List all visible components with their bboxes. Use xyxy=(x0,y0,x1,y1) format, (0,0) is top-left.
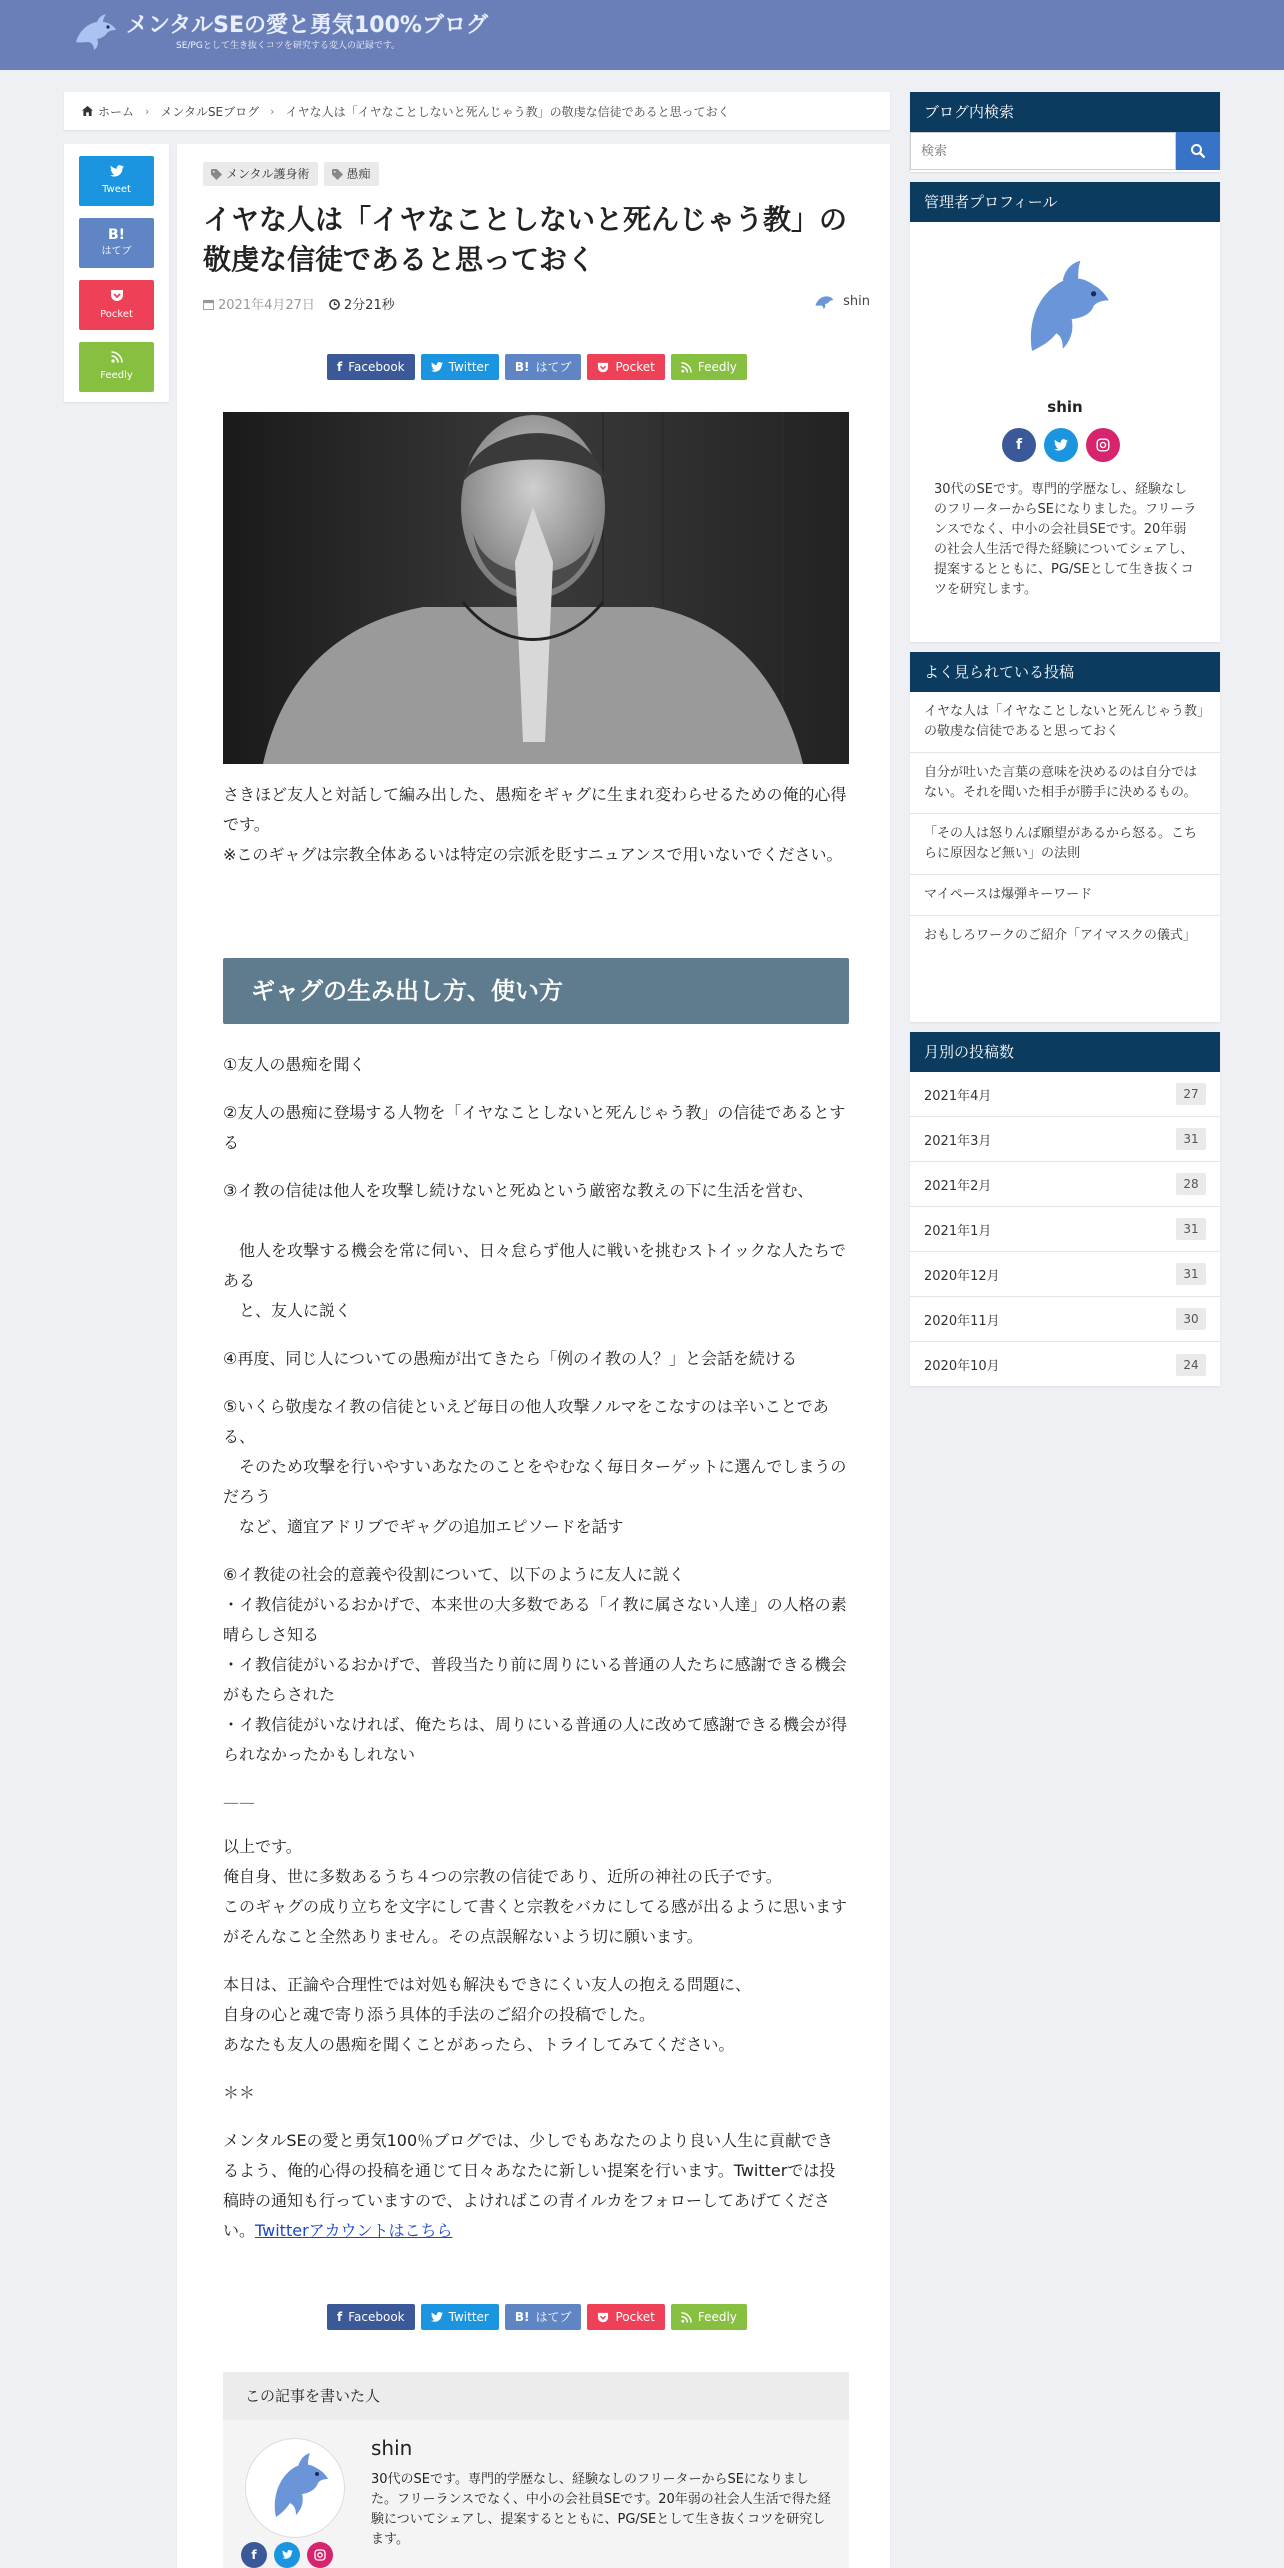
author-social-links xyxy=(241,2542,333,2568)
post-date-text: 2021年4月27日 xyxy=(218,298,315,313)
facebook-icon: f xyxy=(337,2310,343,2324)
read-time-text: 2分21秒 xyxy=(343,298,395,313)
closing-line-2: 俺自身、世に多数あるうち４つの宗教の信徒であり、近所の神社の氏子です。 xyxy=(223,1867,782,1886)
twitter-share-label: Twitter xyxy=(448,360,489,374)
dolphin-avatar-icon xyxy=(1010,252,1120,362)
search-button[interactable] xyxy=(1176,132,1220,170)
popular-post-link[interactable]: 自分が吐いた言葉の意味を決めるのは自分ではない。それを聞いた相手が勝手に決めるもの。 xyxy=(910,753,1220,814)
twitter-icon[interactable] xyxy=(274,2542,300,2568)
hatena-icon: B! xyxy=(514,360,530,374)
feedly-share-button[interactable] xyxy=(671,2304,747,2330)
profile-widget-title: 管理者プロフィール xyxy=(910,182,1220,222)
step-6-point-2: ・イ教信徒がいるおかげで、普段当たり前に周りにいる普通の人たちに感謝できる機会がもたらされた xyxy=(223,1655,847,1704)
tag-link[interactable] xyxy=(203,162,318,186)
archive-widget-title: 月別の投稿数 xyxy=(910,1032,1220,1072)
rss-icon xyxy=(681,2312,692,2323)
step-3: ③イ教の信徒は他人を攻撃し続けないと死ぬという厳密な教えの下に生活を営む、 xyxy=(223,1181,814,1200)
site-title: メンタルSEの愛と勇気100%ブログ xyxy=(126,13,488,38)
archive-month: 2020年12月 xyxy=(924,1268,1000,1284)
archive-count-badge: 28 xyxy=(1176,1173,1206,1195)
rss-icon xyxy=(681,362,692,373)
twitter-share-button[interactable] xyxy=(421,354,499,380)
archive-month: 2020年10月 xyxy=(924,1359,1000,1374)
twitter-icon xyxy=(431,362,443,372)
step-6-point-1: ・イ教信徒がいるおかげで、本来世の大多数である「イ教に属さない人達」の人格の素晴らしさ知る xyxy=(223,1595,847,1644)
pocket-share-label: Pocket xyxy=(615,2310,655,2324)
pocket-share-button[interactable] xyxy=(587,2304,664,2330)
author-description: 30代のSEです。専門的学歴なし、経験なしのフリーターからSEになりました。フリーランスでなく、中小の会社員SEです。20年弱の社会人生活で得た経験についてシェアし、提案するとともに、PG/SEとして生き抜くコツを研究します。 xyxy=(371,2472,831,2547)
twitter-icon[interactable] xyxy=(1044,428,1078,462)
site-subtitle: SE/PGとして生き抜くコツを研究する変人の記録です。 xyxy=(176,41,401,51)
tag-list xyxy=(203,162,379,186)
archive-widget xyxy=(910,1032,1220,1386)
archive-month: 2020年11月 xyxy=(924,1313,1000,1329)
facebook-icon: f xyxy=(337,360,343,374)
author-name: shin xyxy=(371,2436,413,2460)
archive-count-badge: 24 xyxy=(1176,1354,1206,1376)
archive-item[interactable] xyxy=(910,1342,1220,1387)
divider-text: —— xyxy=(223,1793,255,1812)
share-buttons-bottom xyxy=(327,2304,747,2330)
tag-icon xyxy=(211,169,222,180)
step-6: ⑥イ教徒の社会的意義や役割について、以下のように友人に説く xyxy=(223,1565,685,1584)
feedly-share-label: Feedly xyxy=(697,360,737,374)
promo-paragraph xyxy=(223,2126,849,2246)
post-author-name: shin xyxy=(843,293,870,309)
asterisks: ＊＊ xyxy=(223,2083,256,2102)
home-icon xyxy=(82,106,93,116)
twitter-icon xyxy=(79,165,154,181)
pocket-icon xyxy=(79,289,154,306)
tag-icon xyxy=(332,169,343,180)
tag-label: メンタル護身術 xyxy=(226,167,310,181)
step-5: ⑤いくら敬虔なイ教の信徒といえど毎日の他人攻撃ノルマをこなすのは辛いことである、 xyxy=(223,1397,829,1446)
hatena-share-button[interactable] xyxy=(505,354,582,380)
twitter-account-link[interactable]: Twitterアカウントはこちら xyxy=(255,2221,453,2240)
step-1: ①友人の愚痴を聞く xyxy=(223,1055,366,1074)
step-4: ④再度、同じ人についての愚痴が出てきたら「例のイ教の人？」と会話を続ける xyxy=(223,1349,798,1368)
archive-item[interactable] xyxy=(910,1117,1220,1162)
hatena-share-label: はてブ xyxy=(535,2310,572,2324)
pocket-icon xyxy=(597,362,609,373)
feedly-button[interactable] xyxy=(79,342,154,392)
popular-post-link[interactable]: おもしろワークのご紹介「アイマスクの儀式」 xyxy=(924,928,1196,943)
section-heading: ギャグの生み出し方、使い方 xyxy=(223,958,849,1024)
feedly-share-button[interactable] xyxy=(671,354,747,380)
hatena-share-button[interactable] xyxy=(505,2304,582,2330)
profile-social-links xyxy=(1002,428,1120,462)
search-widget xyxy=(910,92,1220,172)
popular-post-link[interactable]: マイペースは爆弾キーワード xyxy=(910,875,1220,916)
search-input[interactable] xyxy=(910,132,1176,170)
archive-item[interactable] xyxy=(910,1252,1220,1297)
popular-posts-title: よく見られている投稿 xyxy=(910,652,1220,692)
calendar-icon xyxy=(203,299,214,310)
facebook-share-label: Facebook xyxy=(348,360,405,374)
archive-month: 2021年2月 xyxy=(924,1178,992,1194)
clock-icon xyxy=(329,299,340,310)
rss-icon xyxy=(79,351,154,367)
facebook-icon[interactable]: f xyxy=(241,2542,267,2568)
breadcrumb-category-link[interactable]: メンタルSEブログ xyxy=(160,104,260,119)
archive-month: 2021年1月 xyxy=(924,1223,992,1239)
step-3-detail: 他人を攻撃する機会を常に伺い、日々怠らず他人に戦いを挑むストイックな人たちである xyxy=(223,1241,846,1290)
breadcrumb-home-link[interactable]: ホーム xyxy=(98,104,135,119)
archive-item[interactable] xyxy=(910,1072,1220,1117)
profile-description: 30代のSEです。専門的学歴なし、経験なしのフリーターからSEになりました。フリーランスでなく、中小の会社員SEです。20年弱の社会人生活で得た経験についてシェアし、提案するとともに、PG/SEとして生き抜くコツを研究します。 xyxy=(934,482,1197,597)
post-author[interactable] xyxy=(813,292,870,310)
intro-paragraph-2: ※このギャグは宗教全体あるいは特定の宗派を貶すニュアンスで用いないでください。 xyxy=(223,845,843,864)
facebook-icon[interactable]: f xyxy=(1002,428,1036,462)
facebook-share-button[interactable] xyxy=(327,354,415,380)
intro-paragraph-1: さきほど友人と対話して編み出した、愚痴をギャグに生まれ変わらせるための俺的心得です。 xyxy=(223,785,847,834)
share-buttons-top xyxy=(327,354,747,380)
hatena-icon: B! xyxy=(514,2310,530,2324)
article xyxy=(177,144,890,2568)
dolphin-logo-icon xyxy=(72,12,118,52)
avatar xyxy=(245,2438,345,2538)
archive-item[interactable] xyxy=(910,1297,1220,1342)
summary-line-2: 自身の心と魂で寄り添う具体的手法のご紹介の投稿でした。 xyxy=(223,2005,656,2024)
facebook-share-label: Facebook xyxy=(348,2310,405,2324)
facebook-share-button[interactable] xyxy=(327,2304,415,2330)
tweet-button[interactable] xyxy=(79,156,154,206)
profile-widget xyxy=(910,182,1220,642)
archive-count-badge: 31 xyxy=(1176,1263,1206,1285)
search-icon xyxy=(1190,143,1206,159)
breadcrumb-current: イヤな人は「イヤなことしないと死んじゃう教」の敬虔な信徒であると思っておく xyxy=(285,104,730,119)
pocket-share-label: Pocket xyxy=(615,360,655,374)
hatena-icon: B! xyxy=(107,227,126,243)
post-date xyxy=(203,294,315,313)
dolphin-avatar-icon xyxy=(813,292,835,310)
popular-posts-widget xyxy=(910,652,1220,1022)
hatena-share-label: はてブ xyxy=(535,360,572,374)
breadcrumb xyxy=(64,92,890,130)
archive-item[interactable] xyxy=(910,1162,1220,1207)
instagram-icon[interactable] xyxy=(1086,428,1120,462)
profile-name: shin xyxy=(1047,398,1083,416)
step-2: ②友人の愚痴に登場する人物を「イヤなことしないと死んじゃう教」の信徒であるとする xyxy=(223,1103,846,1152)
tweet-label: Tweet xyxy=(102,184,131,195)
hatena-label: はてブ xyxy=(101,246,132,257)
popular-post-link[interactable]: 「その人は怒りんぼ願望があるから怒る。こちらに原因など無い」の法則 xyxy=(910,814,1220,875)
archive-count-badge: 31 xyxy=(1176,1218,1206,1240)
hatena-bookmark-button[interactable] xyxy=(79,218,154,268)
pocket-icon xyxy=(597,2312,609,2323)
read-time xyxy=(329,294,395,313)
archive-count-badge: 30 xyxy=(1176,1308,1206,1330)
pocket-button[interactable] xyxy=(79,280,154,330)
summary-line-3: あなたも友人の愚痴を聞くことがあったら、トライしてみてください。 xyxy=(223,2035,735,2054)
archive-month: 2021年3月 xyxy=(924,1133,992,1149)
summary-line-1: 本日は、正論や合理性では対処も解決もできにくい友人の抱える問題に、 xyxy=(223,1975,752,1994)
search-widget-title: ブログ内検索 xyxy=(910,92,1220,132)
step-5-detail: そのため攻撃を行いやすいあなたのことをやむなく毎日ターゲットに選んでしまうのだろう xyxy=(223,1457,847,1506)
closing-line-1: 以上です。 xyxy=(223,1837,302,1856)
step-3-detail-end: と、友人に説く xyxy=(223,1301,352,1320)
archive-month: 2021年4月 xyxy=(924,1088,992,1104)
dolphin-avatar-icon xyxy=(246,2439,346,2539)
archive-count-badge: 27 xyxy=(1176,1083,1206,1105)
featured-image xyxy=(223,412,849,764)
tag-link[interactable] xyxy=(324,162,379,186)
feedly-share-label: Feedly xyxy=(697,2310,737,2324)
author-box-heading: この記事を書いた人 xyxy=(223,2372,849,2420)
archive-count-badge: 31 xyxy=(1176,1128,1206,1150)
twitter-icon xyxy=(431,2312,443,2322)
post-title: イヤな人は「イヤなことしないと死んじゃう教」の敬虔な信徒であると思っておく xyxy=(203,203,848,276)
step-6-point-3: ・イ教信徒がいなければ、俺たちは、周りにいる普通の人に改めて感謝できる機会が得られなかったかもしれない xyxy=(223,1715,848,1764)
chevron-right-icon: › xyxy=(145,104,150,118)
chevron-right-icon: › xyxy=(270,104,275,118)
feedly-label: Feedly xyxy=(100,370,133,381)
author-box xyxy=(223,2372,849,2568)
promo-text: メンタルSEの愛と勇気100％ブログでは、少しでもあなたのより良い人生に貢献できるよう、俺的心得の投稿を通じて日々あなたに新しい提案を行います。Twitterでは投稿時の通知も行っていますので、よければこの青イルカをフォローしてあげてください。 xyxy=(223,2131,836,2240)
popular-post-link[interactable]: イヤな人は「イヤなことしないと死んじゃう教」の敬虔な信徒であると思っておく xyxy=(910,692,1220,753)
post-meta xyxy=(203,294,395,313)
pocket-share-button[interactable] xyxy=(587,354,664,380)
step-5-detail-end: など、適宜アドリブでギャグの追加エピソードを話す xyxy=(223,1517,624,1536)
site-header xyxy=(0,0,1284,70)
instagram-icon[interactable] xyxy=(307,2542,333,2568)
archive-item[interactable] xyxy=(910,1207,1220,1252)
closing-line-3: このギャグの成り立ちを文字にして書くと宗教をバカにしてる感が出るように思いますがそんなこと全然ありません。その点誤解ないよう切に願います。 xyxy=(223,1897,848,1946)
twitter-share-button[interactable] xyxy=(421,2304,499,2330)
pocket-label: Pocket xyxy=(100,309,133,320)
tag-label: 愚痴 xyxy=(346,167,371,181)
share-sidebar xyxy=(64,144,169,402)
site-logo[interactable] xyxy=(72,12,488,52)
twitter-share-label: Twitter xyxy=(448,2310,489,2324)
